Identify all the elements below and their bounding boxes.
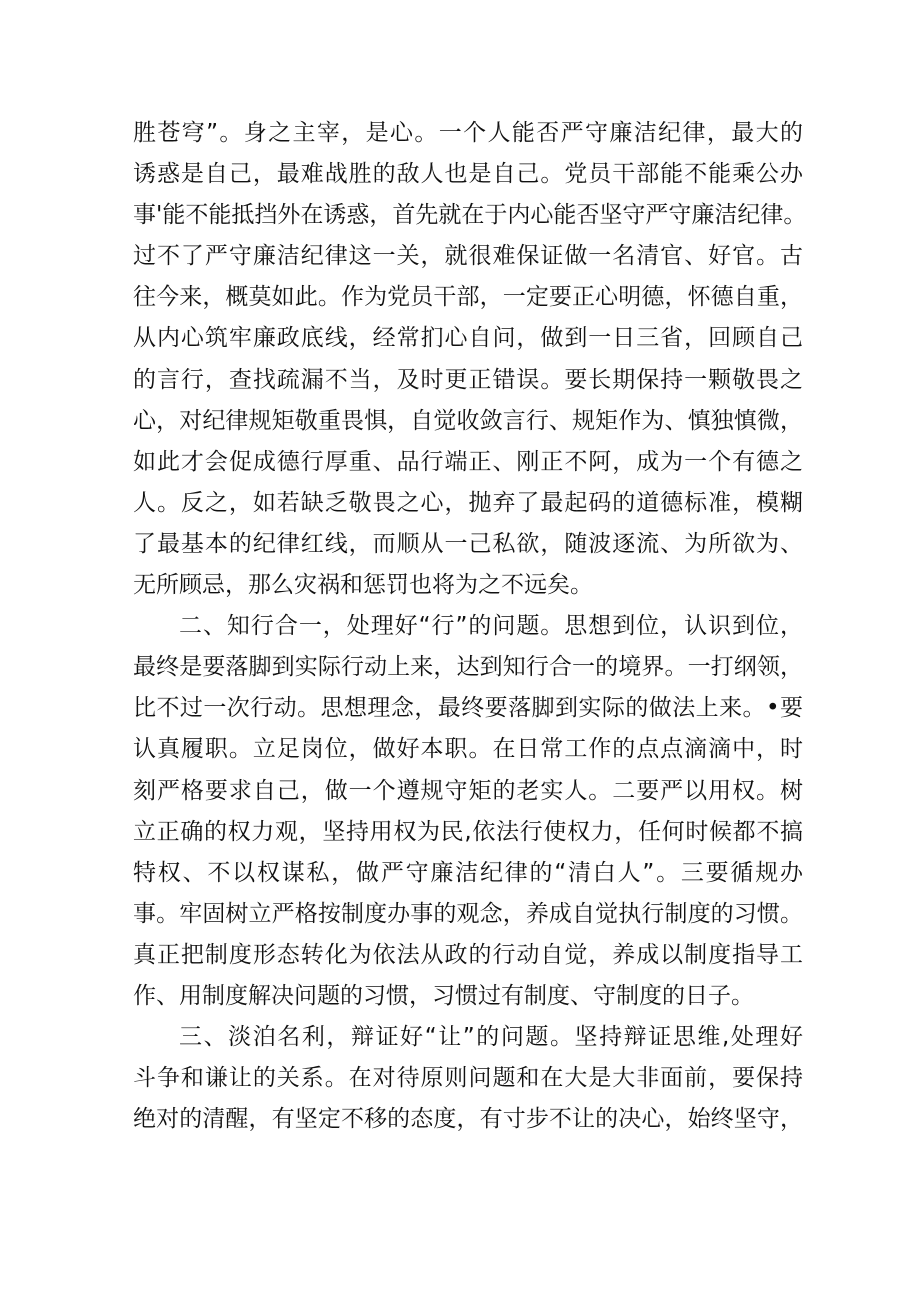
body-text: [133, 113, 807, 1140]
text-line: 了最基本的纪律红线，而顺从一己私欲，随波逐流、为所欲为、: [133, 530, 803, 557]
text-line: 往今来，概莫如此。作为党员干部，一定要正心明德，怀德自重，: [133, 284, 803, 311]
paragraph: [133, 1017, 803, 1140]
text-line: 真正把制度形态转化为依法从政的行动自觉，养成以制度指导工: [133, 941, 803, 968]
text-line: 人。反之，如若缺乏敬畏之心，抛弃了最起码的道德标准，模糊: [133, 489, 803, 516]
text-line: 作、用制度解决问题的习惯，习惯过有制度、守制度的日子。: [133, 982, 754, 1009]
text-line: 三、淡泊名利，辩证好“让”的问题。坚持辩证思维,处理好: [179, 1024, 803, 1051]
text-line: 事'能不能抵挡外在诱惑，首先就在于内心能否坚守严守廉洁纪律。: [133, 202, 807, 229]
text-line: 心，对纪律规矩敬重畏惧，自觉收敛言行、规矩作为、慎独慎微，: [133, 407, 803, 434]
text-line: 诱惑是自己，最难战胜的敌人也是自己。党员干部能不能乘公办: [133, 161, 803, 188]
text-line: 如此才会促成德行厚重、品行端正、刚正不阿，成为一个有德之: [133, 448, 803, 475]
paragraph: [133, 606, 803, 1017]
paragraph: [133, 113, 807, 606]
text-line: 刻严格要求自己，做一个遵规守矩的老实人。二要严以用权。树: [133, 777, 803, 804]
text-line: 过不了严守廉洁纪律这一关，就很难保证做一名清官、好官。古: [133, 243, 803, 270]
text-line: 的言行，查找疏漏不当，及时更正错误。要长期保持一颗敬畏之: [133, 366, 803, 393]
text-line: 立正确的权力观，坚持用权为民,依法行使权力，任何时候都不搞: [133, 818, 803, 845]
text-line: 无所顾忌，那么灾祸和惩罚也将为之不远矣。: [133, 572, 593, 599]
text-line: 认真履职。立足岗位，做好本职。在日常工作的点点滴滴中，时: [133, 736, 803, 763]
text-line: 比不过一次行动。思想理念，最终要落脚到实际的做法上来。•要: [133, 695, 803, 722]
text-line: 斗争和谦让的关系。在对待原则问题和在大是大非面前，要保持: [133, 1065, 803, 1092]
text-line: 事。牢固树立严格按制度办事的观念，养成自觉执行制度的习惯。: [133, 900, 803, 927]
text-line: 二、知行合一，处理好“行”的问题。思想到位，认识到位，: [179, 613, 803, 640]
text-line: 绝对的清醒，有坚定不移的态度，有寸步不让的决心，始终坚守，: [133, 1106, 803, 1133]
text-line: 最终是要落脚到实际行动上来，达到知行合一的境界。一打纲领，: [133, 654, 803, 681]
text-line: 特权、不以权谋私，做严守廉洁纪律的“清白人”。三要循规办: [133, 859, 803, 886]
text-line: 从内心筑牢廉政底线，经常扪心自问，做到一日三省，回顾自己: [133, 325, 803, 352]
text-line: 胜苍穹”。身之主宰，是心。一个人能否严守廉洁纪律，最大的: [133, 120, 803, 146]
